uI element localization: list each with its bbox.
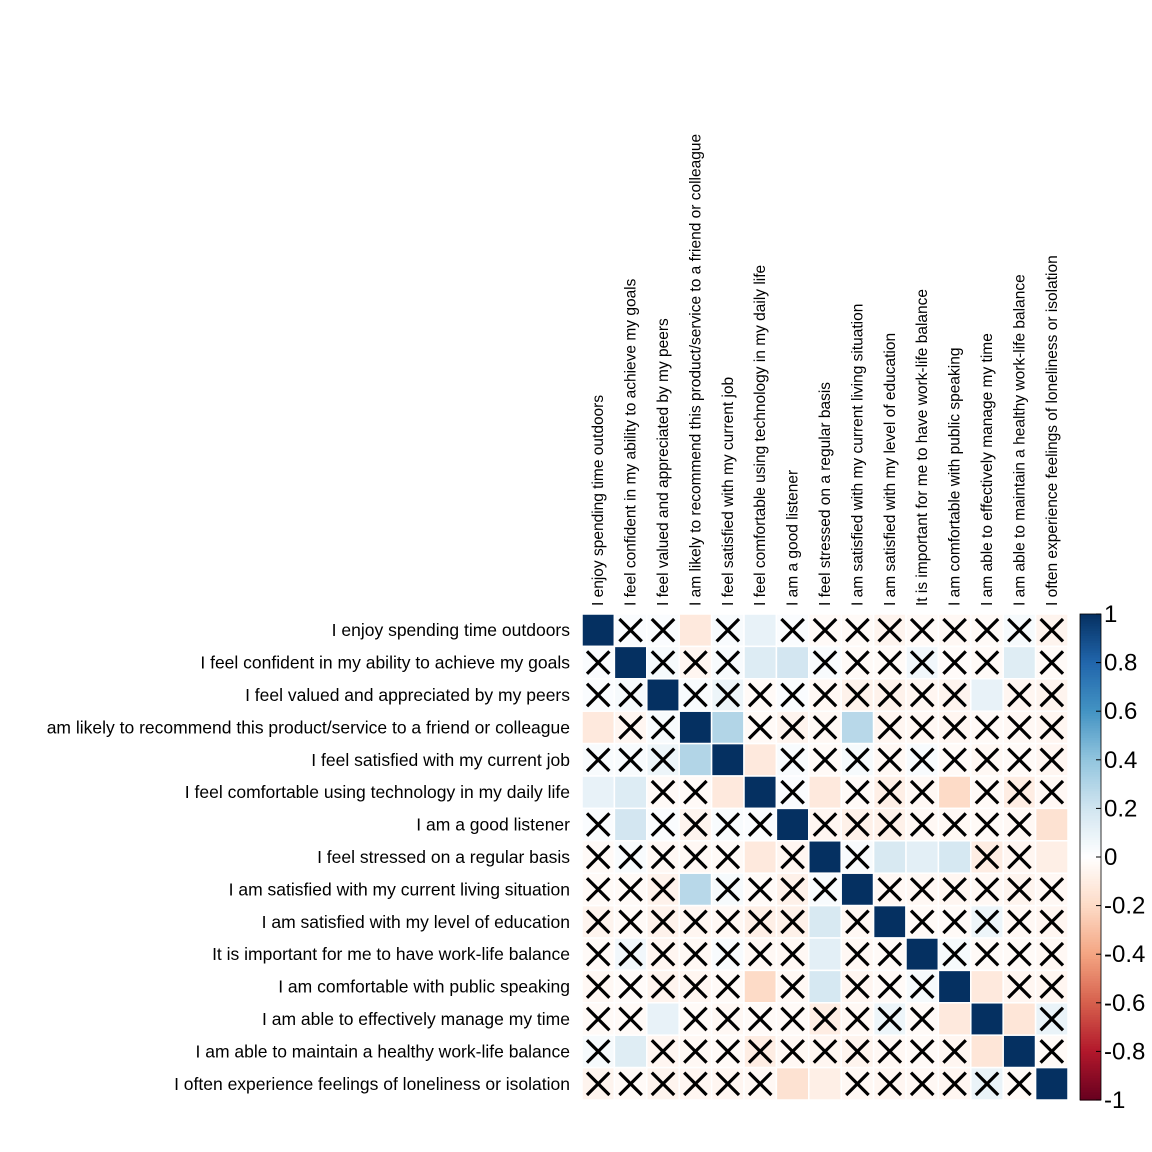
row-label: I am able to maintain a healthy work-life balance <box>195 1041 570 1062</box>
heatmap-cell <box>938 841 970 873</box>
column-label: I feel stressed on a regular basis <box>817 381 834 606</box>
row-label: am likely to recommend this product/service to a friend or colleague <box>46 717 570 738</box>
colorbar-tick-label: 0.2 <box>1104 795 1138 823</box>
heatmap-cell <box>776 1068 808 1100</box>
column-label: I am satisfied with my level of education <box>881 332 899 606</box>
heatmap-cell <box>809 938 841 970</box>
heatmap-cell <box>1003 1003 1035 1035</box>
heatmap-cell <box>776 808 808 840</box>
heatmap-cell <box>582 711 614 743</box>
heatmap-cell <box>1003 1035 1035 1067</box>
heatmap-cell <box>582 614 614 646</box>
column-label: I am comfortable with public speaking <box>946 347 964 606</box>
heatmap-cells <box>582 614 1068 1100</box>
column-label: I feel valued and appreciated by my peers <box>655 318 672 606</box>
colorbar <box>1080 601 1145 1114</box>
column-label: I often experience feelings of loneliness or isolation <box>1043 255 1061 606</box>
row-label: I am a good listener <box>416 814 570 835</box>
row-label: I feel valued and appreciated by my peers <box>245 685 570 705</box>
row-labels <box>47 620 571 1094</box>
row-label: I often experience feelings of loneliness or isolation <box>174 1073 570 1094</box>
column-label: I am likely to recommend this product/service to a friend or colleague <box>687 133 705 606</box>
heatmap-cell <box>841 711 873 743</box>
column-label: I am a good listener <box>784 469 802 606</box>
heatmap-cell <box>582 776 614 808</box>
column-labels <box>590 134 1061 606</box>
heatmap-cell <box>744 646 776 678</box>
heatmap-cell <box>614 808 646 840</box>
heatmap-cell <box>679 614 711 646</box>
heatmap-cell <box>841 873 873 905</box>
heatmap-cell <box>809 970 841 1002</box>
heatmap-cell <box>712 711 744 743</box>
heatmap-cell <box>776 646 808 678</box>
row-label: I enjoy spending time outdoors <box>331 620 570 641</box>
heatmap-cell <box>971 1035 1003 1067</box>
column-label: I am satisfied with my current living situation <box>849 303 867 606</box>
column-label: I feel confident in my ability to achieve my goals <box>622 278 640 606</box>
heatmap-cell <box>647 1003 679 1035</box>
heatmap-cell <box>938 1003 970 1035</box>
column-label: I enjoy spending time outdoors <box>590 394 608 606</box>
heatmap-cell <box>971 1003 1003 1035</box>
heatmap-cell <box>744 776 776 808</box>
row-label: I feel satisfied with my current job <box>311 749 570 770</box>
colorbar-tick-label: -0.6 <box>1104 989 1146 1017</box>
row-label: I am satisfied with my current living situation <box>228 879 570 900</box>
colorbar-tick-label: 0.8 <box>1104 649 1138 677</box>
column-label: I am able to maintain a healthy work-life balance <box>1011 274 1029 606</box>
heatmap-cell <box>712 776 744 808</box>
heatmap-cell <box>744 744 776 776</box>
colorbar-tick-label: 1 <box>1104 601 1118 628</box>
heatmap-cell <box>938 970 970 1002</box>
column-label: It is important for me to have work-life balance <box>914 288 932 606</box>
heatmap-cell <box>809 776 841 808</box>
column-label: I feel satisfied with my current job <box>719 376 737 606</box>
colorbar-tick-label: 0 <box>1104 844 1118 871</box>
colorbar-tick-label: -0.8 <box>1104 1038 1146 1066</box>
heatmap-cell <box>679 873 711 905</box>
row-label: I am satisfied with my level of education <box>261 911 570 932</box>
heatmap-cell <box>906 841 938 873</box>
heatmap-cell <box>1036 841 1068 873</box>
heatmap-cell <box>712 744 744 776</box>
column-label: I am able to effectively manage my time <box>979 333 996 606</box>
heatmap-cell <box>1003 646 1035 678</box>
colorbar-tick-label: -0.4 <box>1104 941 1146 969</box>
row-label: I feel stressed on a regular basis <box>317 847 570 867</box>
row-label: I feel confident in my ability to achieve my goals <box>200 652 570 673</box>
heatmap-cell <box>1036 1068 1068 1100</box>
heatmap-cell <box>744 841 776 873</box>
heatmap-cell <box>874 841 906 873</box>
heatmap-cell <box>906 938 938 970</box>
colorbar-tick-label: -1 <box>1104 1087 1126 1114</box>
heatmap-cell <box>744 970 776 1002</box>
heatmap-cell <box>809 1068 841 1100</box>
heatmap-cell <box>971 679 1003 711</box>
heatmap-cell <box>874 906 906 938</box>
heatmap-cell <box>679 744 711 776</box>
heatmap-cell <box>809 841 841 873</box>
heatmap-cell <box>938 776 970 808</box>
heatmap-cell <box>1036 808 1068 840</box>
heatmap-cell <box>647 679 679 711</box>
colorbar-tick-label: -0.2 <box>1104 892 1146 920</box>
heatmap-cell <box>614 776 646 808</box>
row-label: I am able to effectively manage my time <box>261 1009 570 1029</box>
heatmap-cell <box>744 614 776 646</box>
colorbar-tick-label: 0.4 <box>1104 746 1138 774</box>
row-label: It is important for me to have work-life balance <box>212 944 570 965</box>
heatmap-cell <box>679 711 711 743</box>
heatmap-cell <box>614 1035 646 1067</box>
colorbar-tick-label: 0.6 <box>1104 698 1138 726</box>
heatmap-cell <box>971 970 1003 1002</box>
heatmap-cell <box>809 906 841 938</box>
heatmap-cell <box>614 646 646 678</box>
column-label: I feel comfortable using technology in my daily life <box>752 264 770 606</box>
row-label: I am comfortable with public speaking <box>278 976 570 997</box>
row-label: I feel comfortable using technology in my daily life <box>184 782 570 803</box>
